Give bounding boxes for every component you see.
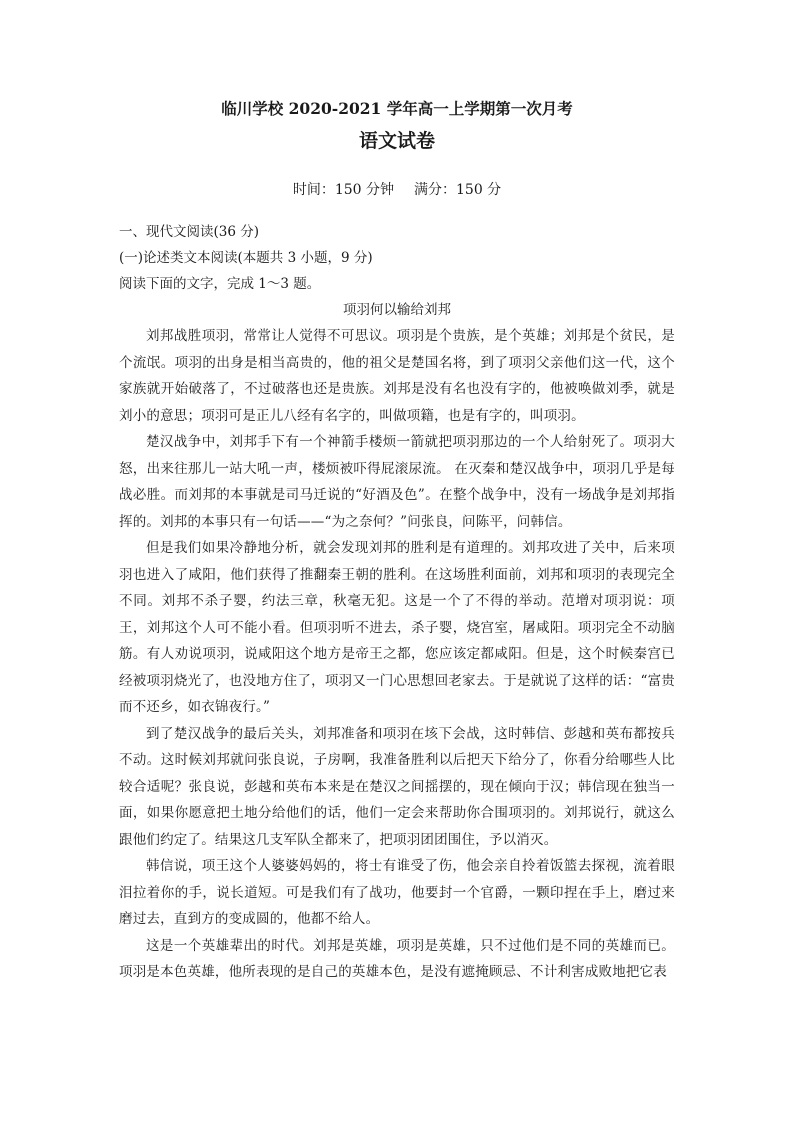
article-paragraph: 但是我们如果冷静地分析，就会发现刘邦的胜利是有道理的。刘邦攻进了关中，后来项羽也进入了咸阳，他们获得了推翻秦王朝的胜利。在这场胜利面前，刘邦和项羽的表现完全不同。刘邦不杀子婴，约法三章，秋毫无犯。这是一个了不得的举动。范增对项羽说：项王，刘邦这个人可不能小看。但项羽听不进去，杀子婴，烧宫室，屠咸阳。项羽完全不动脑筋。有人劝说项羽，说咸阳这个地方是帝王之都，您应该定都咸阳。但是，这个时候秦宫已经被项羽烧光了，也没地方住了，项羽又一门心思想回老家去。于是就说了这样的话：“富贵而不还乡，如衣锦夜行。” <box>119 540 675 715</box>
article-paragraph: 到了楚汉战争的最后关头，刘邦准备和项羽在垓下会战，这时韩信、彭越和英布都按兵不动。这时候刘邦就问张良说，子房啊，我准备胜利以后把天下给分了，你看分给哪些人比较合适呢？张良说，彭越和英布本来是在楚汉之间摇摆的，现在倾向于汉；韩信现在独当一面，如果你愿意把土地分给他们的话，他们一定会来帮助你合围项羽的。刘邦说行，就这么跟他们约定了。结果这几支军队全都来了，把项羽团团围住，予以消灭。 <box>119 725 675 848</box>
article-paragraph: 韩信说，项王这个人婆婆妈妈的，将士有谁受了伤，他会亲自拎着饭篮去探视，流着眼泪拉着你的手，说长道短。可是我们有了战功，他要封一个官爵，一颗印捏在手上，磨过来磨过去，直到方的变成圆的，他都不给人。 <box>119 858 675 927</box>
article-paragraph: 楚汉战争中，刘邦手下有一个神箭手楼烦一箭就把项羽那边的一个人给射死了。项羽大怒，出来往那儿一站大吼一声，楼烦被吓得屁滚尿流。 在灭秦和楚汉战争中，项羽几乎是每战必胜。而刘邦的本事就是司马迁说的“好酒及色”。在整个战争中，没有一场战争是刘邦指挥的。刘邦的本事只有一句话——“为之奈何？”问张良，问陈平，问韩信。 <box>119 434 675 530</box>
exam-time: 时间：150 分钟 <box>292 182 394 198</box>
article-paragraph: 刘邦战胜项羽，常常让人觉得不可思议。项羽是个贵族，是个英雄；刘邦是个贫民，是个流氓。项羽的出身是相当高贵的，他的祖父是楚国名将，到了项羽父亲他们这一代，这个家族就开始破落了，不过破落也还是贵族。刘邦是没有名也没有字的，他被唤做刘季，就是刘小的意思；项羽可是正儿八经有名字的，叫做项籍，也是有字的，叫项羽。 <box>119 328 675 424</box>
exam-subtitle: 语文试卷 <box>358 130 435 152</box>
section-heading: 一、现代文阅读(36 分) <box>119 224 260 240</box>
exam-score: 满分：150 分 <box>414 182 502 198</box>
article-paragraph: 这是一个英雄辈出的时代。刘邦是英雄，项羽是英雄，只不过他们是不同的英雄而已。项羽是本色英雄，他所表现的是自己的英雄本色，是没有遮掩顾忌、不计利害成败地把它表 <box>119 937 675 980</box>
section-subheading: (一)论述类文本阅读(本题共 3 小题，9 分) <box>119 250 373 266</box>
exam-title: 临川学校 2020-2021 学年高一上学期第一次月考 <box>221 99 573 118</box>
exam-info <box>119 179 675 201</box>
section-instruction: 阅读下面的文字，完成 1～3 题。 <box>119 276 321 292</box>
section-block <box>119 219 675 986</box>
article-title: 项羽何以输给刘邦 <box>343 302 451 318</box>
